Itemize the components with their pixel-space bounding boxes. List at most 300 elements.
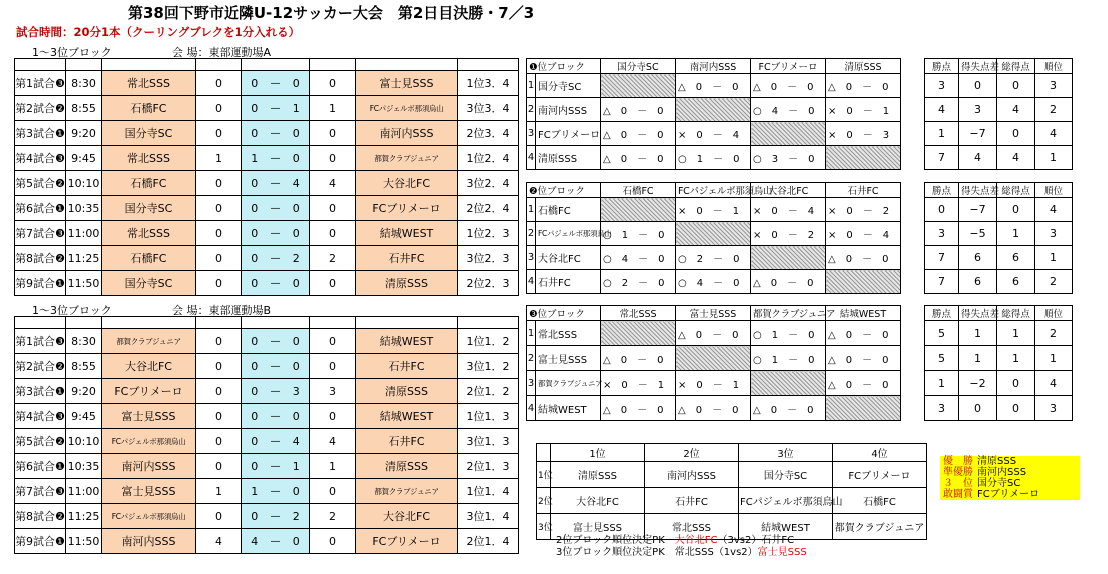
- match-result: △ 0 － 0: [601, 396, 676, 421]
- stat-value: 0: [959, 74, 997, 98]
- award-row: [940, 478, 1080, 489]
- home-score-box: 1: [242, 479, 268, 504]
- opponent-header: 南河内SSS: [676, 59, 751, 74]
- self-match-cell: [601, 74, 676, 98]
- away-score-box: 0: [284, 71, 310, 96]
- match-result: ○ 4 － 0: [601, 246, 676, 270]
- home-team: FCパジェルボ那須烏山: [102, 504, 196, 529]
- away-score: 0: [310, 271, 356, 296]
- score-dash: —: [268, 404, 284, 429]
- block-b-venue: 会 場：東部運動場B: [172, 304, 272, 317]
- standings-row: [527, 371, 1091, 396]
- score-dash: —: [268, 429, 284, 454]
- away-score: 0: [310, 479, 356, 504]
- game-time: 10:10: [66, 171, 102, 196]
- spacer-cell: [901, 321, 925, 346]
- score-dash: —: [268, 479, 284, 504]
- game-time: 11:50: [66, 529, 102, 554]
- match-row: [15, 529, 519, 554]
- match-result: △ 0 － 0: [751, 270, 826, 294]
- spacer-cell: [901, 346, 925, 371]
- stat-value: 4: [997, 98, 1035, 122]
- away-score-box: 3: [284, 379, 310, 404]
- away-score-box: 0: [284, 354, 310, 379]
- self-match-cell: [676, 98, 751, 122]
- stat-value: 5: [925, 321, 959, 346]
- home-score-box: 0: [242, 196, 268, 221]
- match-result: △ 0 － 0: [826, 371, 901, 396]
- home-score: 4: [196, 529, 242, 554]
- game-time: 8:55: [66, 96, 102, 121]
- header-cell: [196, 59, 242, 71]
- away-score: 0: [310, 354, 356, 379]
- standings-header-row: [527, 183, 1091, 198]
- referee: 1位2．3: [458, 221, 519, 246]
- game-time: 9:45: [66, 146, 102, 171]
- away-score-box: 0: [284, 146, 310, 171]
- self-match-cell: [676, 346, 751, 371]
- self-match-cell: [601, 321, 676, 346]
- block-label: ❶位ブロック: [527, 59, 601, 74]
- away-score: 0: [310, 196, 356, 221]
- stat-header: 得失点差: [959, 183, 997, 198]
- match-result: △ 0 － 0: [601, 122, 676, 146]
- referee: 2位1．3: [458, 454, 519, 479]
- block-label: ❸位ブロック: [527, 306, 601, 321]
- stat-header: 勝点: [925, 59, 959, 74]
- away-score: 0: [310, 221, 356, 246]
- away-team: 清原SSS: [356, 379, 458, 404]
- match-result: × 0 － 4: [826, 222, 901, 246]
- away-score-box: 2: [284, 504, 310, 529]
- spacer-cell: [901, 146, 925, 170]
- spacer-cell: [901, 122, 925, 146]
- standings-row: [527, 74, 1091, 98]
- referee: 1位1．2: [458, 329, 519, 354]
- away-score-box: 0: [284, 196, 310, 221]
- self-match-cell: [751, 246, 826, 270]
- pk-loser: 石井FC: [761, 535, 795, 546]
- away-score: 0: [310, 329, 356, 354]
- pk-winner: 大谷北FC: [674, 535, 718, 546]
- home-score: 0: [196, 246, 242, 271]
- stat-value: 1: [925, 122, 959, 146]
- stat-value: 6: [959, 246, 997, 270]
- team-name: 結城WEST: [536, 396, 601, 421]
- stat-value: 1: [959, 321, 997, 346]
- match-result: × 0 － 2: [826, 198, 901, 222]
- row-number: 3: [527, 122, 536, 146]
- stat-value: −7: [959, 198, 997, 222]
- team-name: 南河内SSS: [536, 98, 601, 122]
- score-dash: —: [268, 504, 284, 529]
- award-label: 敢闘賞: [943, 489, 973, 500]
- ranking-header: [537, 444, 551, 462]
- stat-value: 1: [959, 346, 997, 371]
- match-result: △ 0 － 0: [751, 74, 826, 98]
- stat-value: 7: [925, 246, 959, 270]
- home-team: 石橋FC: [102, 96, 196, 121]
- away-score-box: 0: [284, 529, 310, 554]
- spacer-cell: [901, 74, 925, 98]
- pk-score: （1vs2）: [713, 547, 758, 558]
- pk-label: 3位ブロック順位決定PK: [556, 547, 665, 558]
- game-label: 第8試合❷: [15, 504, 66, 529]
- away-score-box: 0: [284, 329, 310, 354]
- home-score-box: 1: [242, 146, 268, 171]
- away-team: 大谷北FC: [356, 504, 458, 529]
- game-label: 第4試合❸: [15, 404, 66, 429]
- home-score: 0: [196, 171, 242, 196]
- ranking-team: 清原SSS: [551, 462, 645, 488]
- stat-value: 6: [997, 270, 1035, 294]
- opponent-header: 富士見SSS: [676, 306, 751, 321]
- header-cell: [242, 317, 310, 329]
- home-team: FCブリメーロ: [102, 379, 196, 404]
- referee: 3位3．4: [458, 96, 519, 121]
- score-dash: —: [268, 71, 284, 96]
- stat-value: −7: [959, 122, 997, 146]
- stat-value: 0: [959, 396, 997, 421]
- home-score-box: 0: [242, 354, 268, 379]
- away-team: 結城WEST: [356, 329, 458, 354]
- team-name: 石井FC: [536, 270, 601, 294]
- opponent-header: 国分寺SC: [601, 59, 676, 74]
- ranking-team: 常北SSS: [645, 514, 739, 540]
- game-time: 11:00: [66, 221, 102, 246]
- ranking-team: FCパジェルボ那須烏山: [739, 488, 833, 514]
- team-name: 清原SSS: [536, 146, 601, 170]
- home-score: 0: [196, 271, 242, 296]
- score-dash: —: [268, 221, 284, 246]
- stat-value: −2: [959, 371, 997, 396]
- stat-value: 3: [1035, 222, 1073, 246]
- away-score: 1: [310, 96, 356, 121]
- match-result: ○ 4 － 0: [676, 270, 751, 294]
- spacer-cell: [901, 371, 925, 396]
- ranking-header: 1位: [551, 444, 645, 462]
- match-result: △ 0 － 0: [826, 246, 901, 270]
- away-score: 0: [310, 71, 356, 96]
- match-result: △ 0 － 0: [676, 321, 751, 346]
- away-score: 0: [310, 121, 356, 146]
- header-cell: [15, 59, 66, 71]
- referee: 3位1．2: [458, 354, 519, 379]
- home-score: 0: [196, 454, 242, 479]
- subtitle: 試合時間：20分1本（クーリングブレクを1分入れる）: [16, 25, 301, 39]
- home-score: 0: [196, 121, 242, 146]
- stat-value: 2: [1035, 321, 1073, 346]
- match-row: [15, 121, 519, 146]
- stat-header: 順位: [1035, 306, 1073, 321]
- row-number: 4: [527, 396, 536, 421]
- home-score: 0: [196, 379, 242, 404]
- match-row: [15, 246, 519, 271]
- referee: 2位3．4: [458, 121, 519, 146]
- match-result: × 0 － 2: [751, 222, 826, 246]
- away-team: 結城WEST: [356, 404, 458, 429]
- score-dash: —: [268, 271, 284, 296]
- home-score: 0: [196, 404, 242, 429]
- match-result: ○ 3 － 0: [751, 146, 826, 170]
- spacer-cell: [901, 396, 925, 421]
- spacer-cell: [901, 222, 925, 246]
- game-time: 9:20: [66, 379, 102, 404]
- team-name: 常北SSS: [536, 321, 601, 346]
- match-table-a: [14, 58, 519, 296]
- stat-value: 1: [1035, 346, 1073, 371]
- pk-result-3rd-block: [556, 543, 807, 558]
- away-team: FCブリメーロ: [356, 529, 458, 554]
- stat-value: 0: [997, 396, 1035, 421]
- away-score-box: 2: [284, 246, 310, 271]
- stat-value: 4: [1035, 122, 1073, 146]
- opponent-header: 清原SSS: [826, 59, 901, 74]
- game-time: 8:55: [66, 354, 102, 379]
- pk-loser: 常北SSS: [674, 547, 714, 558]
- referee: 2位1．4: [458, 529, 519, 554]
- match-result: ○ 1 － 0: [751, 346, 826, 371]
- stat-value: 4: [925, 98, 959, 122]
- award-label: 優 勝: [943, 456, 973, 467]
- away-team: 石井FC: [356, 354, 458, 379]
- stat-value: 3: [925, 396, 959, 421]
- spacer-cell: [901, 306, 925, 321]
- stat-value: 7: [925, 270, 959, 294]
- away-score: 0: [310, 146, 356, 171]
- game-time: 11:00: [66, 479, 102, 504]
- game-time: 8:30: [66, 329, 102, 354]
- referee: 1位1．3: [458, 404, 519, 429]
- home-score-box: 0: [242, 221, 268, 246]
- self-match-cell: [826, 146, 901, 170]
- match-result: △ 0 － 0: [826, 346, 901, 371]
- match-table-b: [14, 316, 519, 554]
- match-row: [15, 146, 519, 171]
- ranking-team: 国分寺SC: [739, 462, 833, 488]
- game-label: 第9試合❶: [15, 529, 66, 554]
- award-team: FCブリメーロ: [977, 489, 1040, 500]
- header-cell: [242, 59, 310, 71]
- match-header-row: [15, 317, 519, 329]
- game-time: 11:25: [66, 246, 102, 271]
- match-result: ○ 4 － 0: [751, 98, 826, 122]
- stat-value: 3: [925, 222, 959, 246]
- away-score-box: 4: [284, 429, 310, 454]
- stat-header: 総得点: [997, 59, 1035, 74]
- row-number: 3: [527, 371, 536, 396]
- match-result: × 0 － 4: [751, 198, 826, 222]
- spacer-cell: [901, 198, 925, 222]
- ranking-team: 都賀クラブジュニア: [833, 514, 927, 540]
- stat-header: 得失点差: [959, 306, 997, 321]
- home-team: 常北SSS: [102, 71, 196, 96]
- match-row: [15, 171, 519, 196]
- match-result: ○ 1 － 0: [601, 222, 676, 246]
- away-team: 石井FC: [356, 429, 458, 454]
- award-team: 国分寺SC: [977, 478, 1021, 489]
- ranking-row: [537, 462, 927, 488]
- team-name: FCブリメーロ: [536, 122, 601, 146]
- away-team: 南河内SSS: [356, 121, 458, 146]
- score-dash: —: [268, 529, 284, 554]
- match-result: × 0 － 4: [676, 122, 751, 146]
- standings-row: [527, 222, 1091, 246]
- game-time: 9:20: [66, 121, 102, 146]
- header-cell: [310, 59, 356, 71]
- pk-score: （3vs2）: [717, 535, 762, 546]
- award-label: ３ 位: [943, 478, 973, 489]
- away-score-box: 4: [284, 171, 310, 196]
- spacer-cell: [901, 183, 925, 198]
- score-dash: —: [268, 246, 284, 271]
- home-score: 0: [196, 429, 242, 454]
- spacer-cell: [901, 98, 925, 122]
- awards-box: [940, 456, 1080, 500]
- referee: 3位1．4: [458, 504, 519, 529]
- away-team: 富士見SSS: [356, 71, 458, 96]
- score-dash: —: [268, 329, 284, 354]
- away-score: 2: [310, 504, 356, 529]
- home-score: 0: [196, 354, 242, 379]
- home-team: 大谷北FC: [102, 354, 196, 379]
- stat-value: 3: [959, 98, 997, 122]
- stat-value: 2: [1035, 98, 1073, 122]
- row-number: 2: [527, 98, 536, 122]
- away-score-box: 0: [284, 404, 310, 429]
- stat-value: 4: [1035, 371, 1073, 396]
- row-number: 1: [527, 198, 536, 222]
- stat-header: 順位: [1035, 183, 1073, 198]
- standings-table-3: [526, 305, 1091, 421]
- stat-header: 得失点差: [959, 59, 997, 74]
- ranking-block: 2位: [537, 488, 551, 514]
- match-row: [15, 454, 519, 479]
- row-number: 2: [527, 222, 536, 246]
- match-result: △ 0 － 0: [676, 396, 751, 421]
- home-score: 0: [196, 221, 242, 246]
- header-cell: [310, 317, 356, 329]
- stat-value: 4: [1035, 198, 1073, 222]
- game-time: 9:45: [66, 404, 102, 429]
- opponent-header: 石井FC: [826, 183, 901, 198]
- game-label: 第6試合❶: [15, 196, 66, 221]
- away-score-box: 0: [284, 479, 310, 504]
- ranking-team: 石井FC: [645, 488, 739, 514]
- match-result: △ 0 － 0: [601, 98, 676, 122]
- block-a-label: 1～3位ブロック: [32, 46, 112, 59]
- spacer-cell: [901, 270, 925, 294]
- match-row: [15, 404, 519, 429]
- referee: 2位1．2: [458, 379, 519, 404]
- award-team: 南河内SSS: [977, 467, 1027, 478]
- match-result: △ 0 － 0: [826, 321, 901, 346]
- team-name: 大谷北FC: [536, 246, 601, 270]
- self-match-cell: [826, 270, 901, 294]
- home-score-box: 0: [242, 71, 268, 96]
- home-score-box: 0: [242, 504, 268, 529]
- game-time: 10:35: [66, 196, 102, 221]
- stat-value: 6: [959, 270, 997, 294]
- home-score-box: 0: [242, 429, 268, 454]
- standings-row: [527, 346, 1091, 371]
- self-match-cell: [751, 122, 826, 146]
- pk-winner: 富士見SSS: [757, 547, 807, 558]
- stat-header: 勝点: [925, 183, 959, 198]
- team-name: 石橋FC: [536, 198, 601, 222]
- home-score-box: 0: [242, 329, 268, 354]
- game-time: 11:50: [66, 271, 102, 296]
- team-name: FCパジェルボ那須烏山: [536, 222, 601, 246]
- ranking-header: 2位: [645, 444, 739, 462]
- game-time: 8:30: [66, 71, 102, 96]
- away-score: 4: [310, 429, 356, 454]
- header-cell: [15, 317, 66, 329]
- match-result: × 0 － 1: [676, 371, 751, 396]
- match-row: [15, 429, 519, 454]
- stat-value: 1: [1035, 146, 1073, 170]
- ranking-team: 富士見SSS: [551, 514, 645, 540]
- team-name: 都賀クラブジュニア: [536, 371, 601, 396]
- match-result: ○ 1 － 0: [751, 321, 826, 346]
- stat-value: 3: [1035, 74, 1073, 98]
- away-team: 結城WEST: [356, 221, 458, 246]
- row-number: 3: [527, 246, 536, 270]
- away-team: 都賀クラブジュニア: [356, 146, 458, 171]
- game-label: 第1試合❸: [15, 329, 66, 354]
- award-label: 準優勝: [943, 467, 973, 478]
- match-row: [15, 96, 519, 121]
- stat-header: 総得点: [997, 183, 1035, 198]
- match-result: × 0 － 3: [826, 122, 901, 146]
- game-label: 第5試合❷: [15, 429, 66, 454]
- home-score-box: 0: [242, 454, 268, 479]
- score-dash: —: [268, 454, 284, 479]
- stat-value: 3: [1035, 396, 1073, 421]
- match-row: [15, 504, 519, 529]
- match-result: × 0 － 1: [601, 371, 676, 396]
- home-score: 1: [196, 479, 242, 504]
- header-cell: [66, 317, 102, 329]
- match-row: [15, 329, 519, 354]
- home-score-box: 0: [242, 404, 268, 429]
- home-team: 石橋FC: [102, 171, 196, 196]
- standings-header-row: [527, 306, 1091, 321]
- ranking-header: 3位: [739, 444, 833, 462]
- home-score: 0: [196, 196, 242, 221]
- referee: 1位2．4: [458, 146, 519, 171]
- opponent-header: 都賀クラブジュニア: [751, 306, 826, 321]
- away-score-box: 1: [284, 96, 310, 121]
- referee: 3位1．3: [458, 429, 519, 454]
- home-team: 富士見SSS: [102, 479, 196, 504]
- spacer-cell: [901, 59, 925, 74]
- away-score: 1: [310, 454, 356, 479]
- match-row: [15, 71, 519, 96]
- score-dash: —: [268, 121, 284, 146]
- award-row: [940, 467, 1080, 478]
- stat-header: 勝点: [925, 306, 959, 321]
- stat-value: 5: [925, 346, 959, 371]
- spacer-cell: [901, 246, 925, 270]
- header-cell: [356, 59, 458, 71]
- game-label: 第1試合❸: [15, 71, 66, 96]
- game-label: 第7試合❸: [15, 221, 66, 246]
- home-team: 富士見SSS: [102, 404, 196, 429]
- stat-value: 1: [1035, 246, 1073, 270]
- header-cell: [102, 317, 196, 329]
- away-score: 0: [310, 529, 356, 554]
